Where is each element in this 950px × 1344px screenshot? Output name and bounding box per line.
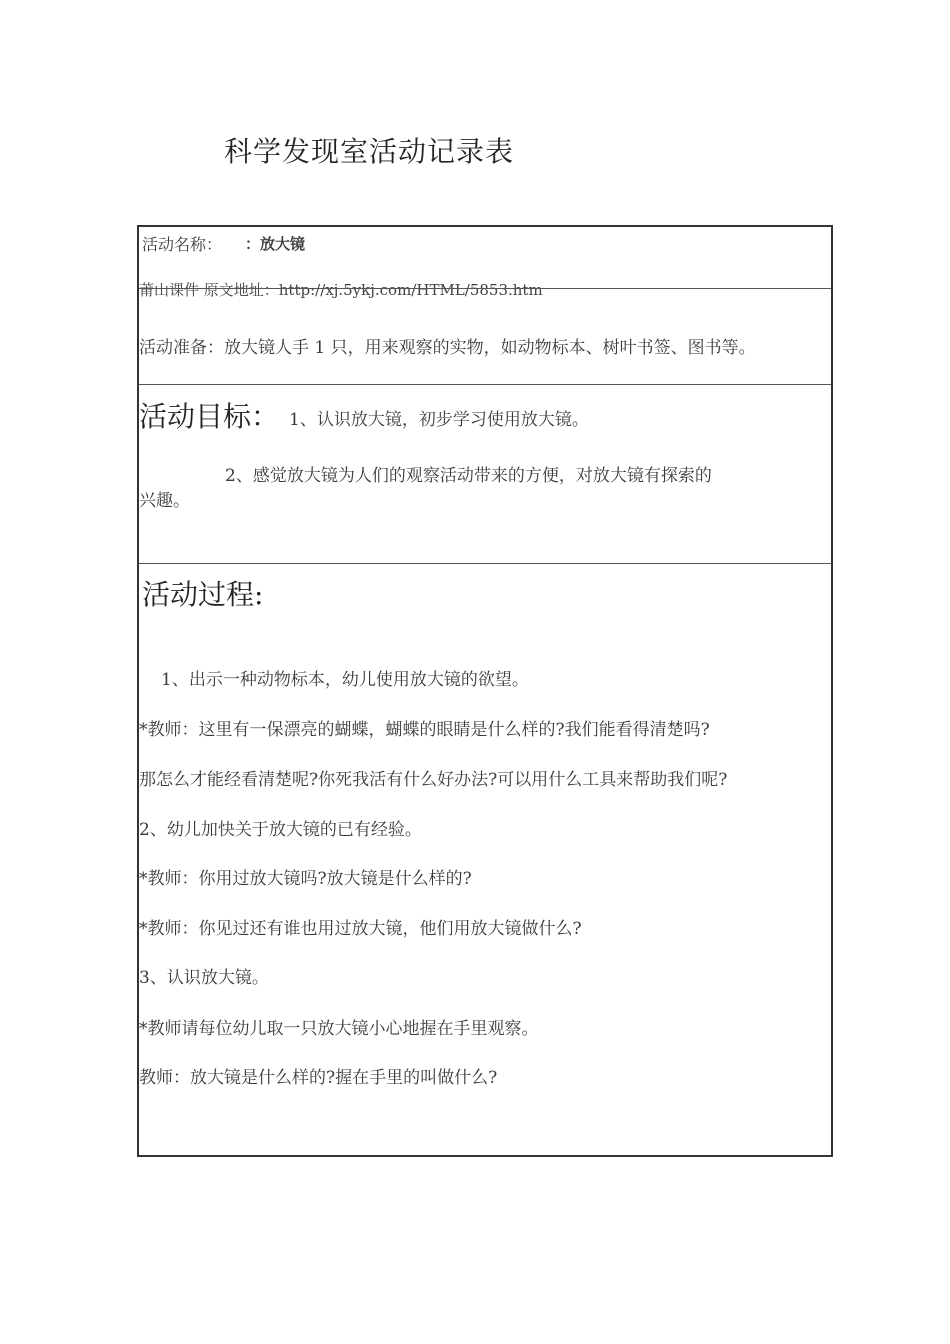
process-line: *教师：这里有一保漂亮的蝴蝶，蝴蝶的眼睛是什么样的?我们能看得清楚吗?: [139, 720, 710, 740]
row-divider-1: [139, 288, 831, 289]
process-line: 2、幼儿加快关于放大镜的已有经验。: [139, 820, 422, 840]
goal-1: 1、认识放大镜，初步学习使用放大镜。: [289, 410, 589, 430]
source-link-text: 莆山课件 原文地址：http://xj.5ykj.com/HTML/5853.htm: [139, 281, 543, 299]
page-title: 科学发现室活动记录表: [224, 135, 515, 168]
activity-name-value: ：放大镜: [245, 235, 306, 253]
row-divider-2: [139, 384, 831, 385]
process-line: *教师：你用过放大镜吗?放大镜是什么样的?: [139, 869, 472, 889]
process-line: 那怎么才能经看清楚呢?你死我活有什么好办法?可以用什么工具来帮助我们呢?: [139, 770, 728, 790]
process-line: *教师请每位幼儿取一只放大镜小心地握在手里观察。: [139, 1019, 539, 1039]
goal-2-line2: 兴趣。: [139, 491, 190, 511]
row-divider-3: [139, 563, 831, 564]
process-line: 1、出示一种动物标本，幼儿使用放大镜的欲望。: [161, 670, 529, 690]
process-line: 教师：放大镜是什么样的?握在手里的叫做什么?: [139, 1068, 498, 1088]
activity-record-table: [137, 225, 833, 1157]
process-label: 活动过程:: [142, 578, 264, 611]
activity-name-label: 活动名称：: [142, 235, 223, 254]
process-line: *教师：你见过还有谁也用过放大镜，他们用放大镜做什么?: [139, 919, 582, 939]
goal-2-line1: 2、感觉放大镜为人们的观察活动带来的方便，对放大镜有探索的: [225, 466, 712, 486]
goals-label: 活动目标：: [139, 400, 280, 433]
preparation-text: 活动准备：放大镜人手 1 只，用来观察的实物，如动物标本、树叶书签、图书等。: [139, 338, 756, 358]
process-line: 3、认识放大镜。: [139, 968, 269, 988]
